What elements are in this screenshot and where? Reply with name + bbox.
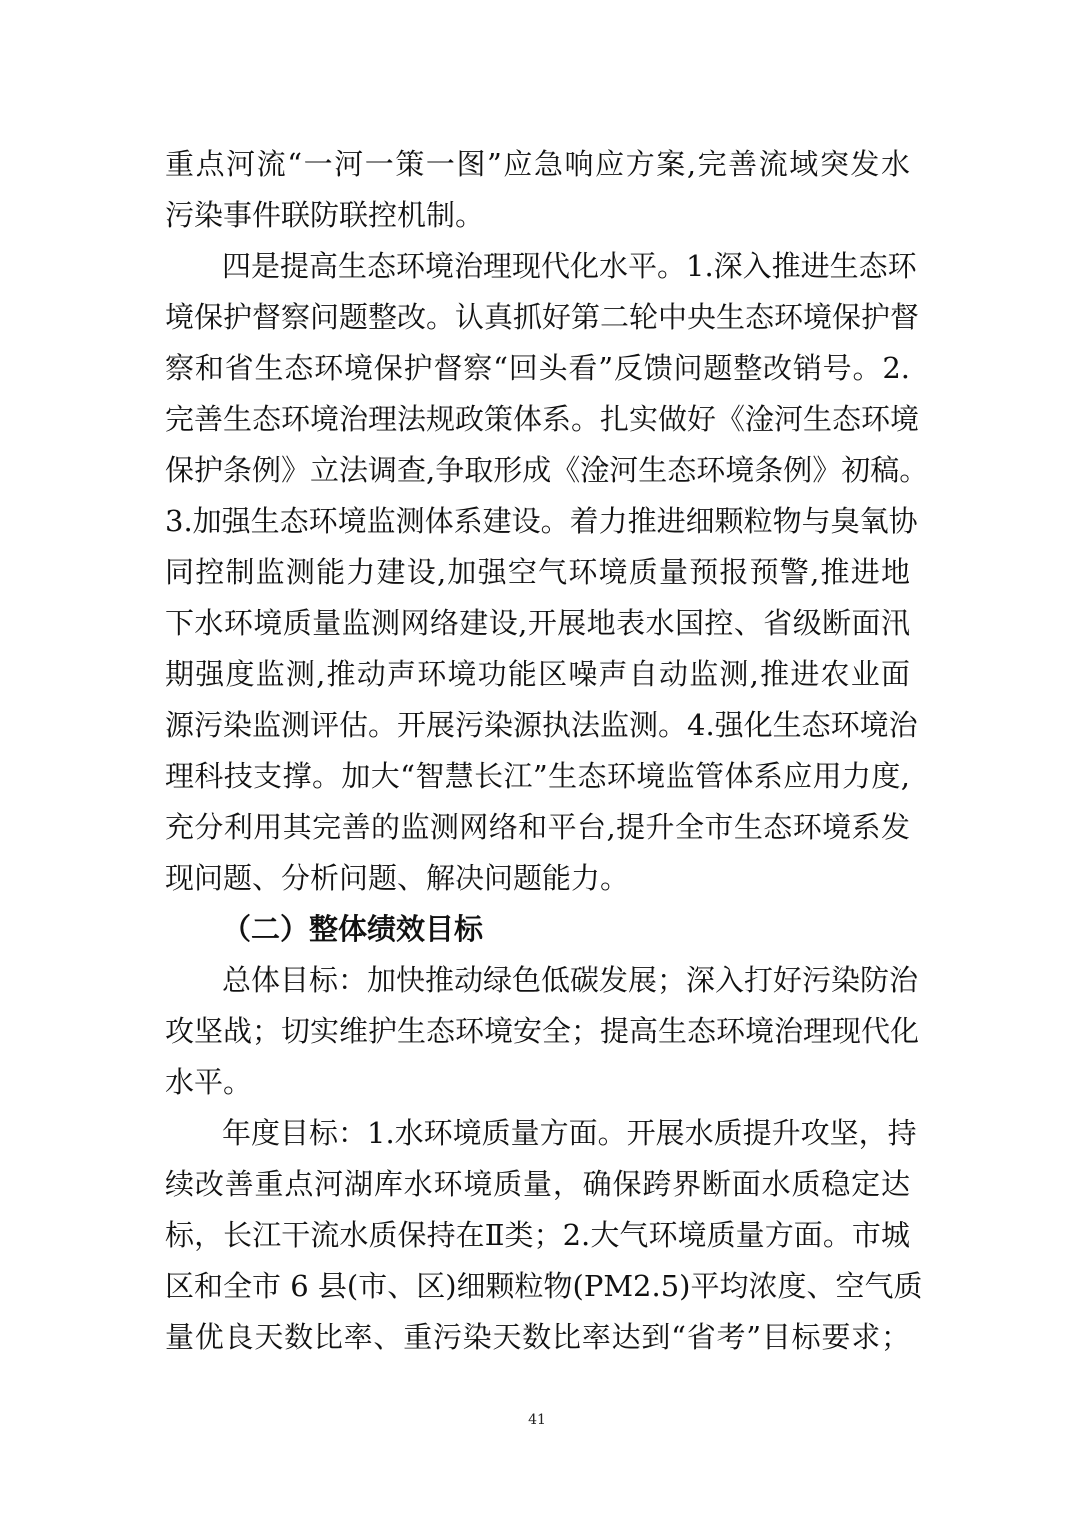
paragraph-line: 察和省生态环境保护督察“回头看”反馈问题整改销号。2. (165, 351, 910, 385)
paragraph-line: 总体目标：加快推动绿色低碳发展；深入打好污染防治 (222, 963, 919, 997)
paragraph-line: 四是提高生态环境治理现代化水平。1.深入推进生态环 (222, 249, 917, 283)
paragraph-line: 污染事件联防联控机制。 (165, 198, 485, 232)
paragraph-line: 年度目标：1.水环境质量方面。开展水质提升攻坚，持 (222, 1116, 917, 1150)
paragraph-line: 期强度监测,推动声环境功能区噪声自动监测,推进农业面 (165, 657, 910, 691)
paragraph-line: 3.加强生态环境监测体系建设。着力推进细颗粒物与臭氧协 (165, 504, 918, 538)
paragraph-line: 保护条例》立法调查,争取形成《淦河生态环境条例》初稿。 (165, 453, 929, 487)
paragraph-line: 理科技支撑。加大“智慧长江”生态环境监管体系应用力度, (165, 759, 910, 793)
paragraph-line: 水平。 (165, 1065, 253, 1099)
paragraph-line: 同控制监测能力建设,加强空气环境质量预报预警,推进地 (165, 555, 910, 589)
paragraph-line: 标，长江干流水质保持在Ⅱ类；2.大气环境质量方面。市城 (165, 1218, 910, 1252)
paragraph-line: 攻坚战；切实维护生态环境安全；提高生态环境治理现代化 (165, 1014, 920, 1048)
paragraph-line: 现问题、分析问题、解决问题能力。 (165, 861, 630, 895)
page-number: 41 (528, 1412, 546, 1428)
paragraph-line: 区和全市 6 县(市、区)细颗粒物(PM2.5)平均浓度、空气质 (165, 1269, 923, 1303)
paragraph-line: 充分利用其完善的监测网络和平台,提升全市生态环境系发 (165, 810, 910, 844)
paragraph-line: 源污染监测评估。开展污染源执法监测。4.强化生态环境治 (165, 708, 918, 742)
paragraph-line: 重点河流“一河一策一图”应急响应方案,完善流域突发水 (165, 147, 910, 181)
section-heading: （二）整体绩效目标 (222, 912, 484, 946)
paragraph-line: 完善生态环境治理法规政策体系。扎实做好《淦河生态环境 (165, 402, 920, 436)
paragraph-line: 续改善重点河湖库水环境质量，确保跨界断面水质稳定达 (165, 1167, 910, 1201)
paragraph-line: 量优良天数比率、重污染天数比率达到“省考”目标要求； (165, 1320, 910, 1354)
paragraph-line: 下水环境质量监测网络建设,开展地表水国控、省级断面汛 (165, 606, 910, 640)
paragraph-line: 境保护督察问题整改。认真抓好第二轮中央生态环境保护督 (165, 300, 920, 334)
